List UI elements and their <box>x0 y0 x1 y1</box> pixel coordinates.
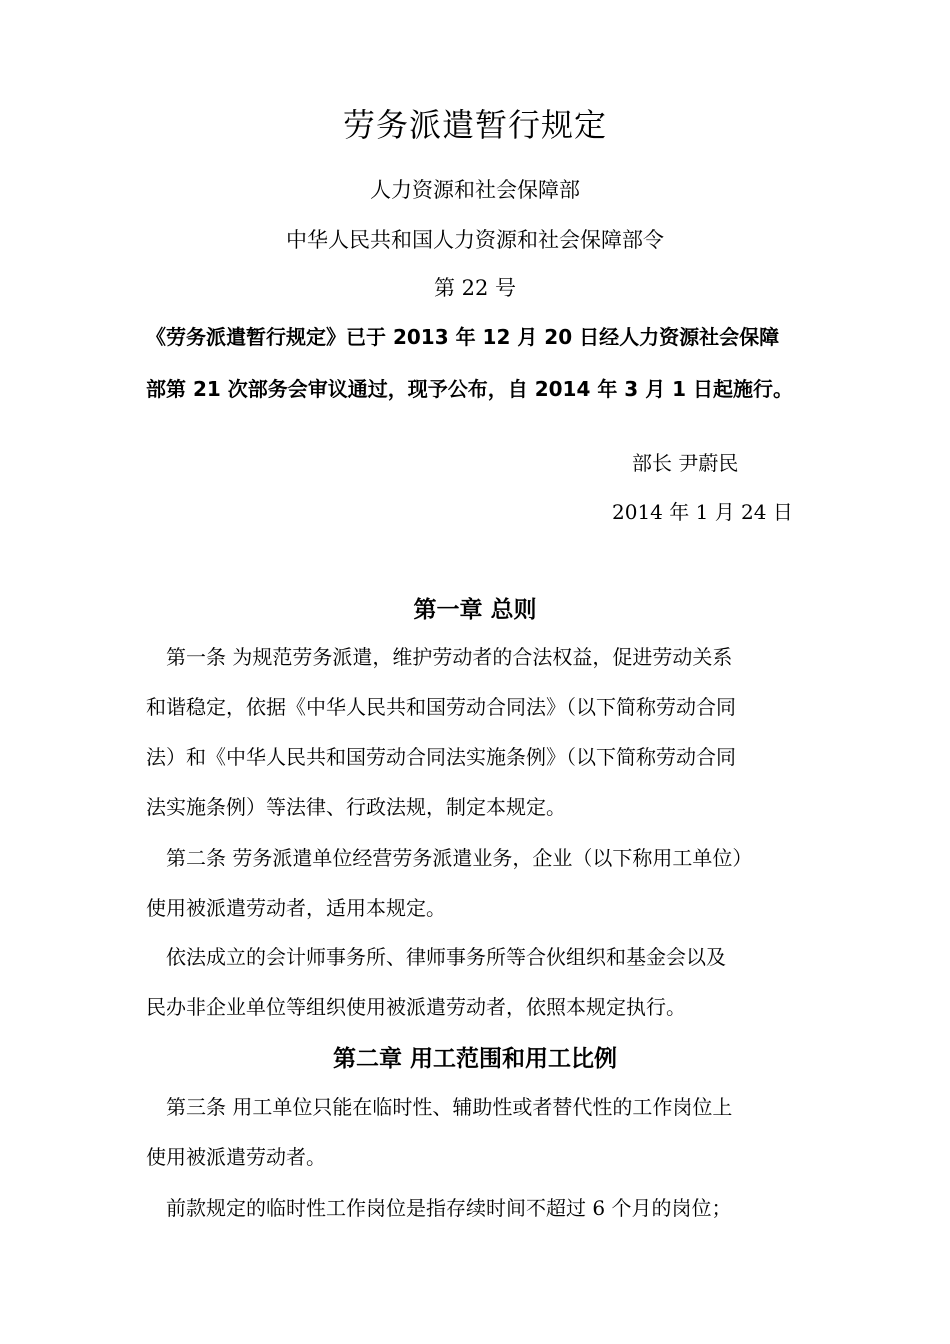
paragraph-line: 使用被派遣劳动者。 <box>146 1145 326 1169</box>
signatory: 部长 尹蔚民 <box>632 451 739 475</box>
paragraph-line: 法）和《中华人民共和国劳动合同法实施条例》（以下简称劳动合同 <box>146 745 736 769</box>
order-number-line: 第 22 号 <box>433 276 517 300</box>
article-paragraph <box>146 1082 816 1182</box>
intro-line: 《劳务派遣暂行规定》已于 2013 年 12 月 20 日经人力资源社会保障 <box>146 325 780 349</box>
intro-line: 部第 21 次部务会审议通过，现予公布，自 2014 年 3 月 1 日起施行。 <box>146 377 794 401</box>
paragraph-line: 第一条 为规范劳务派遣，维护劳动者的合法权益，促进劳动关系 <box>146 645 733 669</box>
paragraph-line: 前款规定的临时性工作岗位是指存续时间不超过 6 个月的岗位； <box>146 1196 732 1220</box>
article-paragraph <box>146 1183 816 1233</box>
paragraph-line: 法实施条例）等法律、行政法规，制定本规定。 <box>146 795 566 819</box>
paragraph-line: 民办非企业单位等组织使用被派遣劳动者，依照本规定执行。 <box>146 995 686 1019</box>
article-paragraph <box>146 932 816 1032</box>
chapter-heading: 第一章 总则 <box>413 597 537 623</box>
article-paragraph <box>146 833 816 933</box>
paragraph-line: 第二条 劳务派遣单位经营劳务派遣业务，企业（以下称用工单位） <box>146 846 753 870</box>
paragraph-line: 依法成立的会计师事务所、律师事务所等合伙组织和基金会以及 <box>146 945 726 969</box>
paragraph-line: 第三条 用工单位只能在临时性、辅助性或者替代性的工作岗位上 <box>146 1095 733 1119</box>
intro-paragraph <box>146 311 816 415</box>
document-title: 劳务派遣暂行规定 <box>342 106 607 144</box>
paragraph-line: 和谐稳定，依据《中华人民共和国劳动合同法》（以下简称劳动合同 <box>146 695 736 719</box>
chapter-heading: 第二章 用工范围和用工比例 <box>332 1046 617 1072</box>
order-name-line: 中华人民共和国人力资源和社会保障部令 <box>286 228 664 252</box>
sign-date: 2014 年 1 月 24 日 <box>612 500 793 524</box>
issuer-line: 人力资源和社会保障部 <box>370 178 580 202</box>
article-paragraph <box>146 632 816 832</box>
paragraph-line: 使用被派遣劳动者，适用本规定。 <box>146 896 446 920</box>
